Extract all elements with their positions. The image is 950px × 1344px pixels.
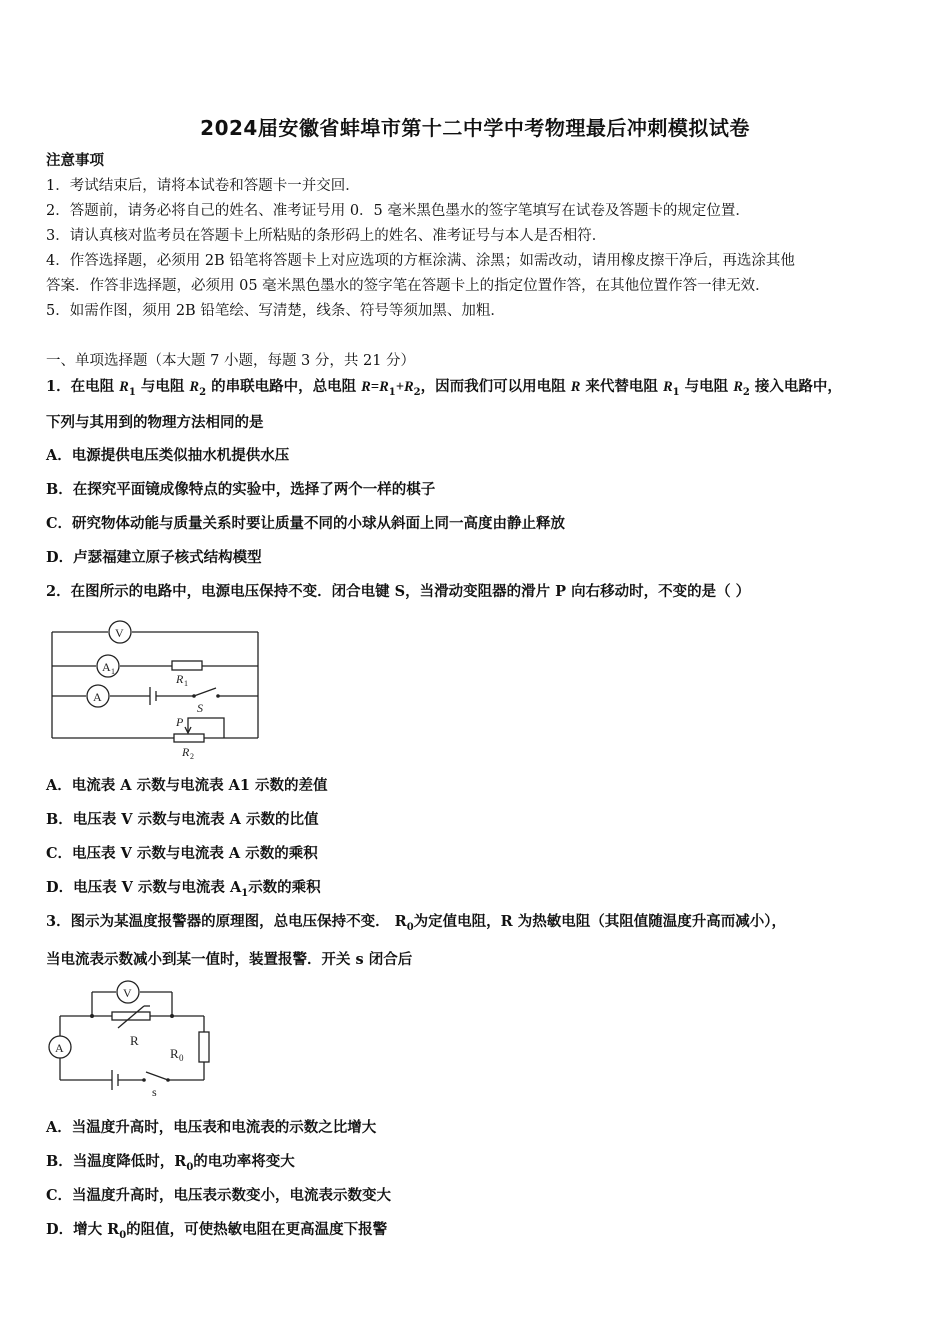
q1-option-a[interactable]: A．电源提供电压类似抽水机提供水压 xyxy=(46,447,290,464)
svg-text:P: P xyxy=(176,715,184,729)
notice-item: 5．如需作图，须用 2B 铅笔绘、写清楚，线条、符号等须加黑、加粗． xyxy=(46,303,505,319)
svg-text:A: A xyxy=(55,1041,64,1055)
svg-text:V: V xyxy=(115,626,124,640)
notice-item: 2．答题前，请务必将自己的姓名、准考证号用 0．5 毫米黑色墨水的签字笔填写在试卷及答题卡的规定位置． xyxy=(46,203,750,219)
q2-option-b[interactable]: B．电压表 V 示数与电流表 A 示数的比值 xyxy=(46,811,319,828)
question-1-stem-line2: 下列与其用到的物理方法相同的是 xyxy=(46,414,264,431)
question-3-stem: 3．图示为某温度报警器的原理图，总电压保持不变． $R_0$为定值电阻，R 为热敏电阻（其阻值随温度升高而减小）， xyxy=(46,913,787,933)
svg-text:2: 2 xyxy=(190,752,194,761)
q2-option-d[interactable]: D．电压表 V 示数与电流表 $A_1$示数的乘积 xyxy=(46,879,321,899)
question-1-stem: 1．在电阻 $R_1$ 与电阻 $R_2$ 的串联电路中，总电阻 $R=R_1+R_2$，因而我们可以用电阻 R 来代替电阻 $R_1$ 与电阻 $R_2$ 接入电路中， xyxy=(46,378,842,398)
svg-text:1: 1 xyxy=(184,679,188,688)
q1-option-b[interactable]: B．在探究平面镜成像特点的实验中，选择了两个一样的棋子 xyxy=(46,481,436,498)
svg-text:s: s xyxy=(152,1085,157,1099)
notice-item: 1．考试结束后，请将本试卷和答题卡一并交回． xyxy=(46,178,360,194)
svg-text:1: 1 xyxy=(111,667,115,676)
notice-item: 4．作答选择题，必须用 2B 铅笔将答题卡上对应选项的方框涂满、涂黑；如需改动，请用橡皮擦干净后，再选涂其他 xyxy=(46,253,795,269)
svg-text:R: R xyxy=(176,672,184,686)
q1-option-d[interactable]: D．卢瑟福建立原子核式结构模型 xyxy=(46,549,262,566)
svg-text:R: R xyxy=(182,745,190,759)
q2-option-a[interactable]: A．电流表 A 示数与电流表 A1 示数的差值 xyxy=(46,777,328,794)
q1-option-c[interactable]: C．研究物体动能与质量关系时要让质量不同的小球从斜面上同一高度由静止释放 xyxy=(46,515,566,532)
svg-text:A: A xyxy=(102,660,111,674)
q2-option-c[interactable]: C．电压表 V 示数与电流表 A 示数的乘积 xyxy=(46,845,318,862)
svg-text:V: V xyxy=(123,986,132,1000)
svg-text:A: A xyxy=(93,690,102,704)
q3-option-b[interactable]: B．当温度降低时，$R_0$的电功率将变大 xyxy=(46,1153,295,1173)
q3-option-c[interactable]: C．当温度升高时，电压表示数变小，电流表示数变大 xyxy=(46,1187,392,1204)
q3-option-d[interactable]: D．增大 $R_0$的阻值，可使热敏电阻在更高温度下报警 xyxy=(46,1221,388,1241)
question-2-stem: 2．在图所示的电路中，电源电压保持不变．闭合电键 S，当滑动变阻器的滑片 P 向右移动时，不变的是（ ） xyxy=(46,583,751,600)
section-heading: 一、单项选择题（本大题 7 小题，每题 3 分，共 21 分） xyxy=(46,353,416,369)
q2-circuit-diagram xyxy=(44,614,274,764)
q3-circuit-diagram xyxy=(46,980,221,1100)
q3-option-a[interactable]: A．当温度升高时，电压表和电流表的示数之比增大 xyxy=(46,1119,377,1136)
notice-heading: 注意事项 xyxy=(46,152,104,169)
svg-text:R: R xyxy=(170,1046,179,1061)
svg-text:S: S xyxy=(197,701,203,715)
notice-item: 3．请认真核对监考员在答题卡上所粘贴的条形码上的姓名、准考证号与本人是否相符． xyxy=(46,228,607,244)
svg-text:R: R xyxy=(130,1033,139,1048)
notice-item: 答案．作答非选择题，必须用 05 毫米黑色墨水的签字笔在答题卡上的指定位置作答，在其他位置作答一律无效． xyxy=(46,278,770,294)
question-3-stem-line2: 当电流表示数减小到某一值时，装置报警．开关 s 闭合后 xyxy=(46,951,413,968)
page-title: 2024届安徽省蚌埠市第十二中学中考物理最后冲刺模拟试卷 xyxy=(200,116,750,140)
svg-text:0: 0 xyxy=(179,1053,184,1063)
